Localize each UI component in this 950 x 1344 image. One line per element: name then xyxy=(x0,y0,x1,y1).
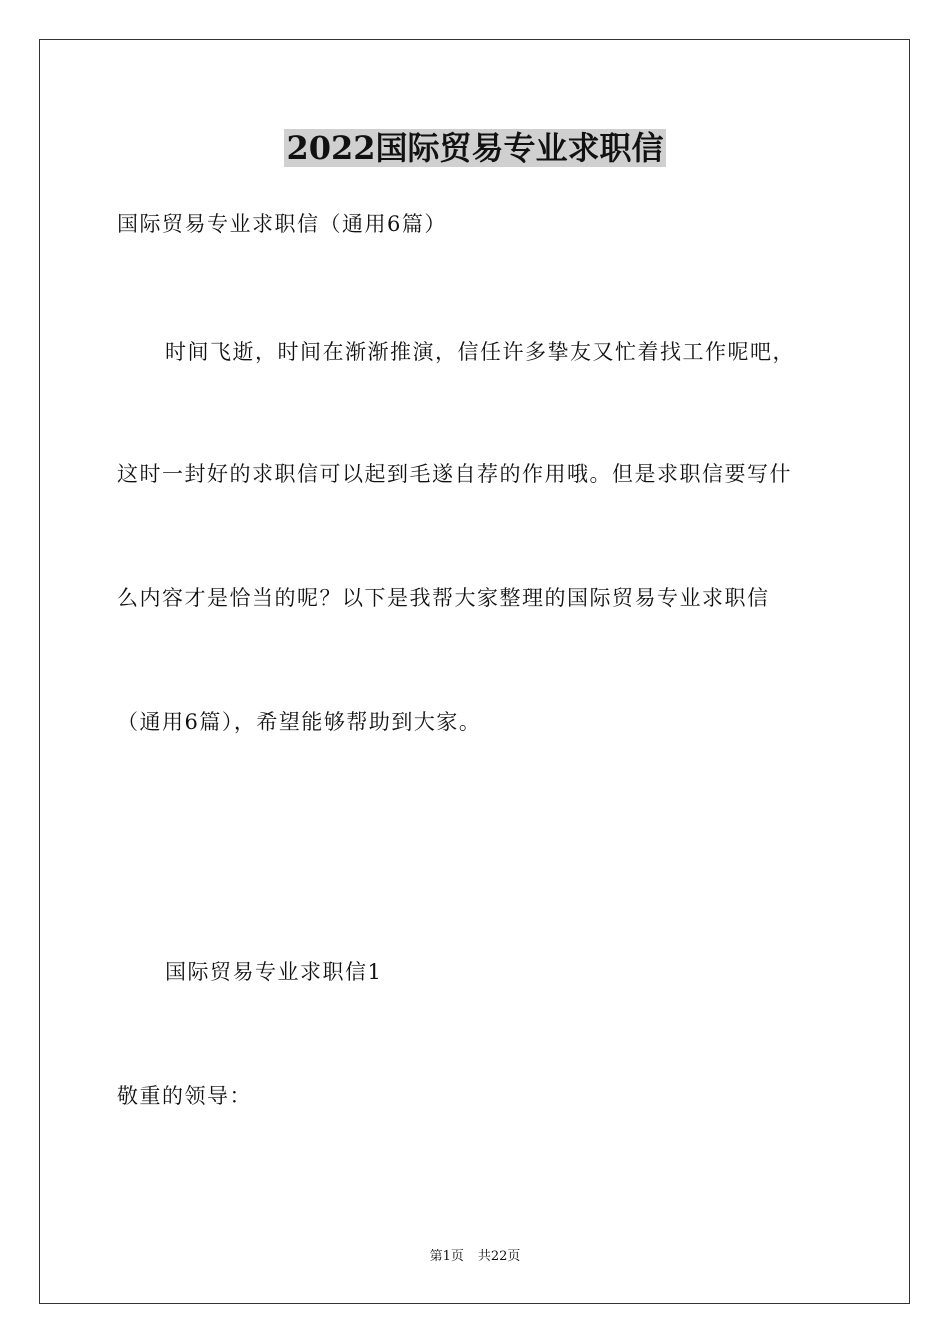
document-subtitle: 国际贸易专业求职信（通用6篇） xyxy=(117,212,447,236)
page-number: 第1页 xyxy=(429,1249,464,1264)
salutation: 敬重的领导： xyxy=(117,1084,252,1108)
page-footer xyxy=(0,1248,950,1266)
intro-paragraph-line: 么内容才是恰当的呢？以下是我帮大家整理的国际贸易专业求职信 xyxy=(117,586,770,610)
page-total: 共22页 xyxy=(477,1249,521,1264)
intro-paragraph-line: 时间飞逝，时间在渐渐推演，信任许多挚友又忙着找工作呢吧， xyxy=(165,340,795,364)
document-title xyxy=(0,128,950,168)
document-title-text: 2022国际贸易专业求职信 xyxy=(286,129,664,167)
section-heading: 国际贸易专业求职信1 xyxy=(165,960,383,984)
intro-paragraph-line: 这时一封好的求职信可以起到毛遂自荐的作用哦。但是求职信要写什 xyxy=(117,462,792,486)
intro-paragraph-line: （通用6篇），希望能够帮助到大家。 xyxy=(117,710,482,734)
